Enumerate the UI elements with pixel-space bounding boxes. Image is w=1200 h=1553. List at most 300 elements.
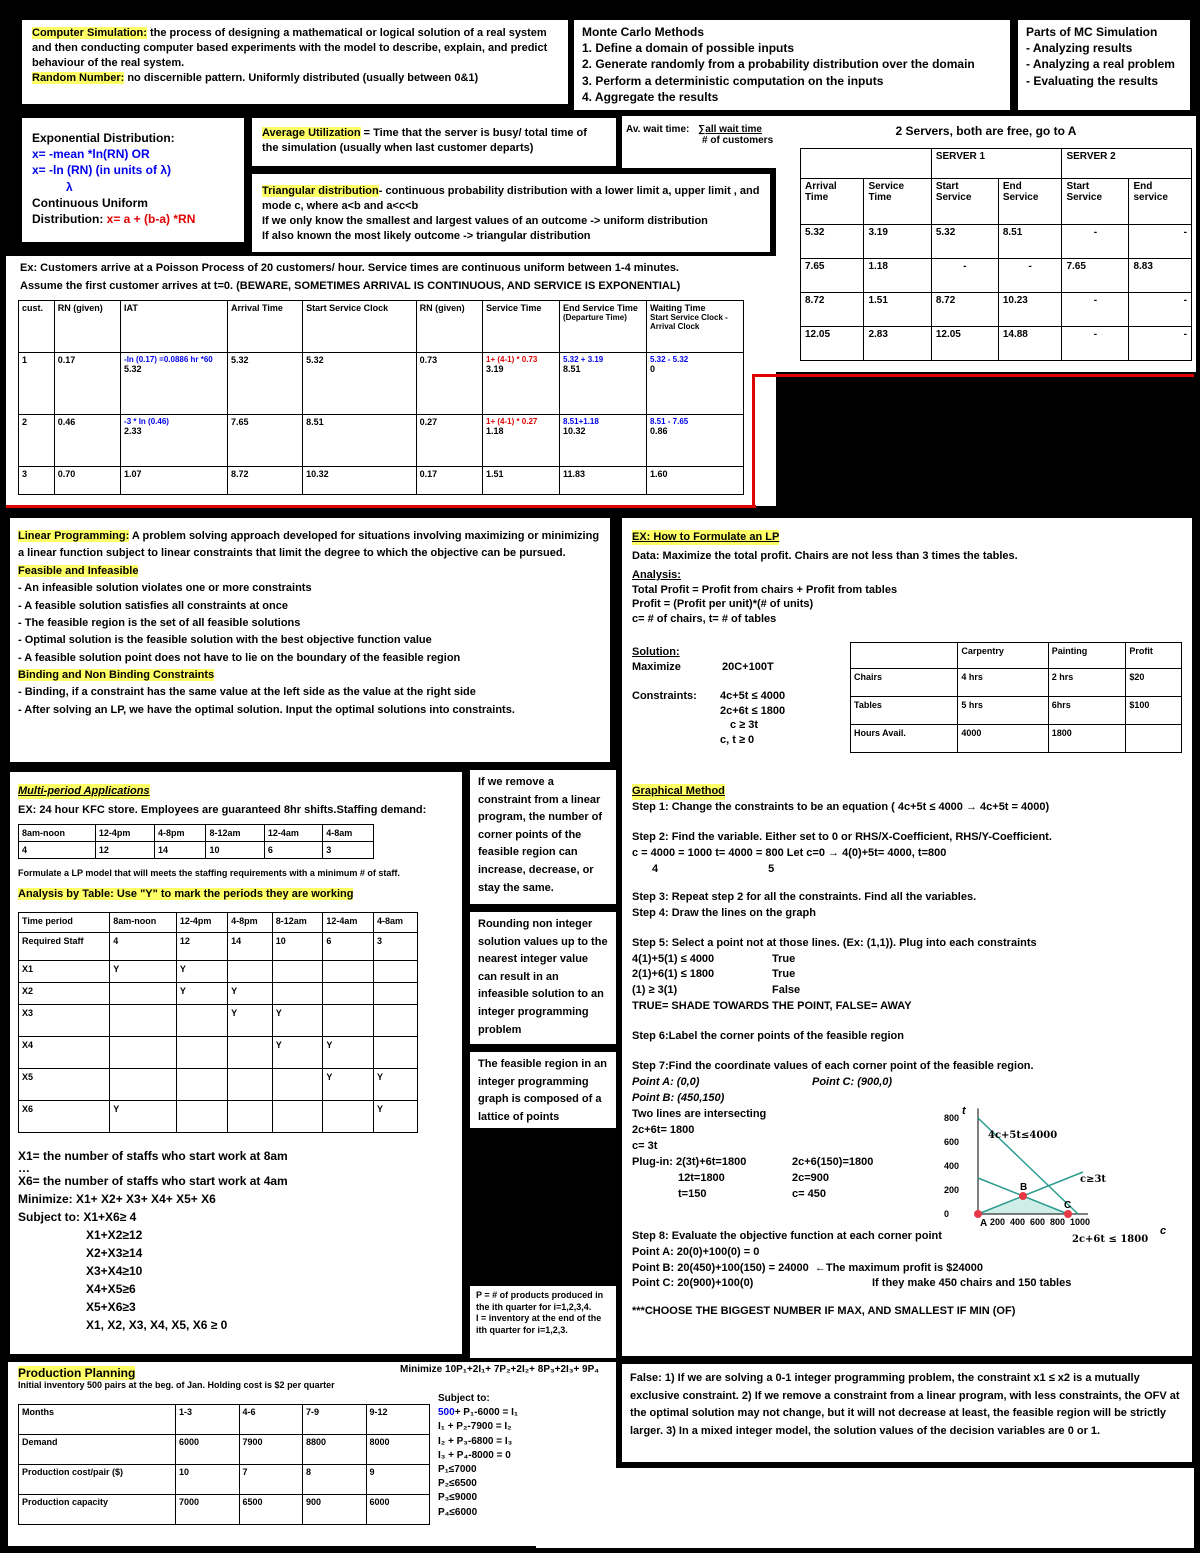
cell: Painting bbox=[1048, 643, 1126, 669]
cell: 14 bbox=[154, 841, 205, 858]
table-row bbox=[19, 415, 744, 467]
cell bbox=[110, 1068, 177, 1100]
cell: 7.65 bbox=[801, 259, 864, 293]
cell: 8.72 bbox=[228, 467, 303, 495]
cell: 0.17 bbox=[54, 353, 120, 415]
test: 2(1)+6(1) ≤ 1800 bbox=[632, 968, 715, 981]
tri-line-2: If we only know the smallest and largest values of an outcome -> uniform distribution bbox=[262, 214, 708, 227]
cell: 12 bbox=[176, 932, 227, 960]
note-text: The feasible region in an integer programming graph is composed of a lattice of points bbox=[478, 1058, 607, 1123]
plug: 2c+6(150)=1800 bbox=[792, 1155, 874, 1168]
cu-label: Distribution: bbox=[32, 211, 104, 226]
cell: 5.32 bbox=[228, 353, 303, 415]
eval-a: Point A: 20(0)+100(0) = 0 bbox=[632, 1245, 760, 1258]
sim-def-text: the process of designing a mathematical or logical solution of a real system and then conducting computer based experiments with the model to describe, explain, and predict behaviour of the real system. bbox=[32, 27, 548, 69]
parts-title: Parts of MC Simulation bbox=[1026, 25, 1158, 39]
list-item: - After solving an LP, we have the optimal solution. Input the optimal solutions into constraints. bbox=[18, 703, 515, 716]
cell: Production capacity bbox=[19, 1495, 176, 1525]
cell: 1.60 bbox=[647, 467, 744, 495]
formula: 1+ (4-1) * 0.73 bbox=[486, 355, 538, 364]
form-a2: Profit = (Profit per unit)*(# of units) bbox=[632, 598, 814, 611]
cell bbox=[110, 1036, 177, 1068]
tri-text: - continuous probability distribution with a lower limit a, upper limit , and mode c, where a<b and a<c<b bbox=[262, 185, 760, 212]
tri-label: Triangular distribution bbox=[262, 185, 379, 197]
cell: 8.83 bbox=[1129, 259, 1192, 293]
x-tick-label: 600 bbox=[1030, 1217, 1046, 1227]
x1-def: X1= the number of staffs who start work at 8am bbox=[18, 1148, 288, 1163]
cell: X4 bbox=[19, 1036, 110, 1068]
eval-b-note: ←The maximum profit is $24000 bbox=[814, 1261, 983, 1274]
cell: - bbox=[931, 259, 998, 293]
analysis-table bbox=[18, 912, 418, 1133]
cell: 4-8pm bbox=[154, 824, 205, 841]
cell: 5.32 bbox=[303, 353, 417, 415]
production-table bbox=[18, 1404, 430, 1525]
constraint: X5+X6≥3 bbox=[86, 1300, 136, 1315]
value: 8.51 bbox=[563, 364, 581, 374]
cell: 7 bbox=[239, 1465, 303, 1495]
cell: Y bbox=[176, 960, 227, 982]
cell: 8.72 bbox=[801, 293, 864, 327]
cell: 12.05 bbox=[801, 327, 864, 361]
cell: 12-4am bbox=[264, 824, 322, 841]
lp-title: Linear Programming: bbox=[18, 530, 130, 542]
corner-point-a bbox=[974, 1210, 982, 1218]
col-header: Start Service bbox=[1062, 179, 1129, 225]
formula: 5.32 - 5.32 bbox=[650, 355, 689, 364]
cell bbox=[323, 1004, 374, 1036]
tri-line-3: If also known the most likely outcome -> triangular distribution bbox=[262, 229, 591, 242]
table-row bbox=[19, 1004, 418, 1036]
fi-title: Feasible and Infeasible bbox=[18, 564, 139, 577]
plug: 2c=900 bbox=[792, 1171, 830, 1184]
form-analysis: Analysis: bbox=[632, 568, 681, 581]
exp-formula-2: x= -ln (RN) (in units of λ) bbox=[32, 163, 171, 178]
graph-title: Graphical Method bbox=[632, 784, 725, 800]
col-header: Waiting Time bbox=[650, 303, 706, 313]
cell: 1.51 bbox=[864, 293, 931, 327]
step-7c: c= 3t bbox=[632, 1139, 658, 1152]
step-7: Step 7:Find the coordinate values of each corner point of the feasible region. bbox=[632, 1060, 1034, 1073]
exp-formula-1: x= -mean *ln(RN) OR bbox=[32, 147, 150, 162]
cell bbox=[110, 1004, 177, 1036]
table-row bbox=[801, 259, 1192, 293]
example-table bbox=[18, 300, 744, 495]
cell bbox=[483, 415, 560, 467]
false-statements-box bbox=[620, 1362, 1194, 1464]
cell: 1.07 bbox=[121, 467, 228, 495]
step-3: Step 3: Repeat step 2 for all the constraints. Find all the variables. bbox=[632, 890, 977, 903]
cell: - bbox=[1062, 225, 1129, 259]
cell: 12.05 bbox=[931, 327, 998, 361]
resource-table bbox=[850, 642, 1182, 753]
col-header: Arrival Time bbox=[228, 301, 303, 353]
col-header: RN (given) bbox=[54, 301, 120, 353]
cell: Tables bbox=[851, 697, 958, 725]
result: True bbox=[772, 968, 796, 981]
cell: 1-3 bbox=[176, 1405, 240, 1435]
cell bbox=[228, 1068, 273, 1100]
cell: 5.32 bbox=[931, 225, 998, 259]
cell: 12-4am bbox=[323, 912, 374, 932]
col-header: End Service Time bbox=[563, 303, 638, 313]
formula: 1+ (4-1) * 0.27 bbox=[486, 417, 538, 426]
cell: 10 bbox=[206, 841, 264, 858]
corner-point-c bbox=[1064, 1210, 1072, 1218]
x-tick-label: 200 bbox=[990, 1217, 1006, 1227]
formulate-lp-box bbox=[620, 516, 1194, 1358]
wait-label: Av. wait time: bbox=[626, 124, 690, 135]
formula: -3 * ln (0.46) bbox=[124, 417, 169, 426]
constraint: I₂ + P₃-6800 = I₃ bbox=[438, 1435, 513, 1447]
cell: 0.70 bbox=[54, 467, 120, 495]
cell: 4000 bbox=[958, 725, 1048, 753]
cell: 1.51 bbox=[483, 467, 560, 495]
prod-objective: Minimize 10P₁+2I₁+ 7P₂+2I₂+ 8P₃+2I₃+ 9P₄ bbox=[400, 1364, 600, 1375]
x-tick-label: 800 bbox=[1050, 1217, 1066, 1227]
cell: 2.83 bbox=[864, 327, 931, 361]
cell: Carpentry bbox=[958, 643, 1048, 669]
note-text: If we remove a constraint from a linear program, the number of corner points of the feasible region can increase, decrease, or stay the same. bbox=[478, 776, 603, 894]
note-rounding bbox=[468, 910, 618, 1046]
cell: Y bbox=[323, 1068, 374, 1100]
form-a3: c= # of chairs, t= # of tables bbox=[632, 613, 777, 626]
cell: 8.51 bbox=[303, 415, 417, 467]
cell bbox=[272, 1100, 323, 1132]
cell bbox=[323, 1100, 374, 1132]
cell: X6 bbox=[19, 1100, 110, 1132]
value: 10.32 bbox=[563, 426, 586, 436]
table-row bbox=[19, 467, 744, 495]
table-row bbox=[851, 697, 1182, 725]
col-header: End Service bbox=[998, 179, 1062, 225]
cell: - bbox=[1062, 327, 1129, 361]
cell: 12 bbox=[95, 841, 154, 858]
cell: Y bbox=[272, 1004, 323, 1036]
constraint: + P₁-6000 = I₁ bbox=[454, 1407, 518, 1419]
cell: Y bbox=[374, 1068, 418, 1100]
value: 3.19 bbox=[486, 364, 504, 374]
parts-item: - Analyzing results bbox=[1026, 41, 1133, 56]
cell: - bbox=[1062, 293, 1129, 327]
result: True bbox=[772, 952, 796, 965]
parts-item: - Evaluating the results bbox=[1026, 73, 1159, 88]
cell: - bbox=[998, 259, 1062, 293]
cell: Required Staff bbox=[19, 932, 110, 960]
cell: Y bbox=[110, 1100, 177, 1132]
cell bbox=[323, 960, 374, 982]
waiting-header bbox=[647, 301, 744, 353]
col-header: End service bbox=[1129, 179, 1192, 225]
step-5c: TRUE= SHADE TOWARDS THE POINT, FALSE= AWAY bbox=[632, 1000, 912, 1013]
false-text: False: 1) If we are solving a 0-1 integer programming problem, the constraint x1 ≤ x2 is a mutually exclusive constraint. 2) If we remove a constraint from a linear program, with less constraints, the OFV at the optimal solution may not change, but it will not decrease at least, the feasible region will be strictly larger. 3) In a mixed integer model, the solution values of the decision variables are 0 or 1. bbox=[630, 1372, 1180, 1437]
step-7a: Two lines are intersecting bbox=[632, 1108, 767, 1120]
st-label: Subject to: bbox=[438, 1393, 490, 1404]
value: 0 bbox=[650, 364, 656, 374]
cell: Y bbox=[272, 1036, 323, 1068]
value: 5.32 bbox=[124, 364, 142, 374]
cell: 1.18 bbox=[864, 259, 931, 293]
constraint: P₁≤7000 bbox=[438, 1463, 477, 1475]
y-tick-label: 600 bbox=[944, 1137, 960, 1147]
form-title: EX: How to Formulate an LP bbox=[632, 531, 780, 543]
cell: 6 bbox=[264, 841, 322, 858]
formula: 5.32 + 3.19 bbox=[563, 355, 604, 364]
cell: 10 bbox=[272, 932, 323, 960]
cell: 7900 bbox=[239, 1435, 303, 1465]
cell: 14.88 bbox=[998, 327, 1062, 361]
x-tick-label: 400 bbox=[1010, 1217, 1026, 1227]
form-solution: Solution: bbox=[632, 646, 680, 659]
servers-title: 2 Servers, both are free, go to A bbox=[895, 124, 1077, 138]
formula: 8.51+1.18 bbox=[563, 417, 599, 426]
rn-text: no discernible pattern. Uniformly distributed (usually between 0&1) bbox=[124, 71, 479, 84]
cell: Demand bbox=[19, 1435, 176, 1465]
cell: 7000 bbox=[176, 1495, 240, 1525]
mc-step: 2. Generate randomly from a probability distribution over the domain bbox=[582, 57, 975, 72]
cell: Chairs bbox=[851, 669, 958, 697]
cell: 4-8pm bbox=[228, 912, 273, 932]
value: 0.86 bbox=[650, 426, 668, 436]
cell bbox=[560, 415, 647, 467]
multi-title: Multi-period Applications bbox=[18, 785, 150, 797]
pdef-1: P = # of products produced in the ith quarter for i=1,2,3,4. bbox=[476, 1290, 604, 1312]
production-planning-box bbox=[8, 1362, 616, 1546]
t-axis-label: t bbox=[962, 1105, 966, 1117]
constraint: c, t ≥ 0 bbox=[720, 734, 755, 747]
note-remove-constraint bbox=[468, 768, 618, 906]
cell: 8-12am bbox=[206, 824, 264, 841]
cell: 9 bbox=[366, 1465, 430, 1495]
avg-text: = Time that the server is busy/ total time of the simulation (usually when last customer departs) bbox=[262, 127, 587, 154]
cell: 8am-noon bbox=[19, 824, 96, 841]
cell: X5 bbox=[19, 1068, 110, 1100]
ellipsis: … bbox=[18, 1160, 30, 1175]
cell bbox=[121, 415, 228, 467]
end-service-header bbox=[560, 301, 647, 353]
form-data: Data: Maximize the total profit. Chairs are not less than 3 times the tables. bbox=[632, 549, 1018, 562]
monte-carlo-box bbox=[572, 18, 1012, 112]
cell: 4-8am bbox=[374, 912, 418, 932]
cell: 3 bbox=[19, 467, 55, 495]
col-subheader: (Departure Time) bbox=[563, 313, 627, 322]
point-b: Point B: (450,150) bbox=[632, 1092, 725, 1105]
cell: 14 bbox=[228, 932, 273, 960]
formula: -ln (0.17) =0.0886 hr *60 bbox=[124, 355, 213, 364]
analysis-text: Analysis by Table: Use "Y" to mark the periods they are working bbox=[18, 888, 354, 901]
table-row bbox=[19, 353, 744, 415]
table-row bbox=[19, 1036, 418, 1068]
line2-label: c≥3t bbox=[1080, 1174, 1107, 1185]
cell bbox=[374, 1036, 418, 1068]
parts-box bbox=[1016, 18, 1192, 112]
wait-box bbox=[622, 116, 798, 168]
cu-title: Continuous Uniform bbox=[32, 195, 148, 210]
pdef-2: I = inventory at the end of the ith quarter for i=1,2,3. bbox=[476, 1313, 602, 1336]
maximize-value: 20C+100T bbox=[722, 660, 774, 673]
cell: Y bbox=[323, 1036, 374, 1068]
choose-note: ***CHOOSE THE BIGGEST NUMBER IF MAX, AND SMALLEST IF MIN (OF) bbox=[632, 1305, 1016, 1318]
example-panel bbox=[6, 256, 776, 506]
cell bbox=[1126, 725, 1182, 753]
constraint: X1+X2≥12 bbox=[86, 1228, 143, 1243]
form-a1: Total Profit = Profit from chairs + Profit from tables bbox=[632, 583, 898, 596]
cell: 4 bbox=[19, 841, 96, 858]
table-row bbox=[19, 1435, 430, 1465]
bn-title: Binding and Non Binding Constraints bbox=[18, 669, 215, 681]
example-line-1: Ex: Customers arrive at a Poisson Process of 20 customers/ hour. Service times are continuous uniform between 1-4 minutes. bbox=[20, 262, 679, 274]
y-tick-label: 400 bbox=[944, 1161, 960, 1171]
cell: 3 bbox=[323, 841, 374, 858]
divider-line bbox=[754, 374, 1194, 377]
cell: 12-4pm bbox=[95, 824, 154, 841]
blank-area bbox=[536, 1468, 1194, 1548]
step-6: Step 6:Label the corner points of the feasible region bbox=[632, 1030, 904, 1043]
cell bbox=[560, 353, 647, 415]
cell bbox=[228, 960, 273, 982]
constraint: 4c+5t ≤ 4000 bbox=[720, 689, 786, 702]
feasible-region-chart bbox=[942, 1102, 1170, 1242]
plug: t=150 bbox=[678, 1187, 707, 1200]
cell bbox=[176, 1036, 227, 1068]
cell bbox=[272, 960, 323, 982]
constraint: I₃ + P₄-8000 = 0 bbox=[438, 1449, 511, 1461]
prod-title: Production Planning bbox=[18, 1366, 136, 1380]
list-item: - Binding, if a constraint has the same value at the left side as the value at the right side bbox=[18, 686, 476, 699]
cell bbox=[374, 982, 418, 1004]
table-row bbox=[19, 1465, 430, 1495]
cell: 1800 bbox=[1048, 725, 1126, 753]
cell bbox=[483, 353, 560, 415]
mc-step: 3. Perform a deterministic computation on the inputs bbox=[582, 73, 884, 88]
corner-point-b bbox=[1019, 1192, 1027, 1200]
cell: Time period bbox=[19, 912, 110, 932]
cell: 0.46 bbox=[54, 415, 120, 467]
cell: 3 bbox=[374, 932, 418, 960]
step-5: Step 5: Select a point not at those lines. (Ex: (1,1)). Plug into each constraints bbox=[632, 936, 1037, 949]
exp-title: Exponential Distribution: bbox=[32, 131, 175, 145]
list-item: - Optimal solution is the feasible solution with the best objective function value bbox=[18, 634, 432, 647]
list-item: - An infeasible solution violates one or more constraints bbox=[18, 582, 312, 595]
cell: 6hrs bbox=[1048, 697, 1126, 725]
table-row bbox=[19, 960, 418, 982]
cell bbox=[176, 1100, 227, 1132]
line1-label: 4c+5t≤4000 bbox=[988, 1130, 1058, 1141]
table-row bbox=[19, 1495, 430, 1525]
cell bbox=[647, 353, 744, 415]
cell: 4 bbox=[110, 932, 177, 960]
divider-line bbox=[752, 374, 755, 508]
cell: - bbox=[1129, 327, 1192, 361]
constraint: P₄≤6000 bbox=[438, 1506, 478, 1518]
sim-def-label: Computer Simulation: bbox=[32, 27, 147, 39]
col-header: Service Time bbox=[483, 301, 560, 353]
cell: Y bbox=[176, 982, 227, 1004]
cell: 4-8am bbox=[323, 824, 374, 841]
cell: 8000 bbox=[366, 1435, 430, 1465]
col-header: IAT bbox=[121, 301, 228, 353]
cell: 10.23 bbox=[998, 293, 1062, 327]
label-b: B bbox=[1020, 1182, 1028, 1193]
cell: Months bbox=[19, 1405, 176, 1435]
step-4: Step 4: Draw the lines on the graph bbox=[632, 906, 816, 919]
cell: Profit bbox=[1126, 643, 1182, 669]
point-a: Point A: (0,0) bbox=[632, 1076, 700, 1089]
cell: 8800 bbox=[303, 1435, 367, 1465]
server2-header: SERVER 2 bbox=[1062, 149, 1192, 179]
cell: $20 bbox=[1126, 669, 1182, 697]
cu-formula: x= a + (b-a) *RN bbox=[103, 211, 196, 226]
table-row bbox=[19, 982, 418, 1004]
cell: 7.65 bbox=[1062, 259, 1129, 293]
cell: $100 bbox=[1126, 697, 1182, 725]
list-item: - A feasible solution point does not have to lie on the boundary of the feasible region bbox=[18, 651, 461, 664]
minimize: Minimize: X1+ X2+ X3+ X4+ X5+ X6 bbox=[18, 1192, 216, 1207]
constraint: P₂≤6500 bbox=[438, 1478, 477, 1490]
cell bbox=[374, 1004, 418, 1036]
constraint: P₃≤9000 bbox=[438, 1492, 478, 1504]
cell: Y bbox=[228, 982, 273, 1004]
note-lattice bbox=[468, 1050, 618, 1130]
cell: 5 hrs bbox=[958, 697, 1048, 725]
cell: 0.27 bbox=[416, 415, 482, 467]
table-row bbox=[851, 725, 1182, 753]
value: 1.18 bbox=[486, 426, 504, 436]
maximize-label: Maximize bbox=[632, 660, 681, 673]
triangular-box bbox=[250, 172, 772, 254]
prod-sub: Initial inventory 500 pairs at the beg. of Jan. Holding cost is $2 per quarter bbox=[18, 1380, 335, 1390]
cell: Production cost/pair ($) bbox=[19, 1465, 176, 1495]
constraint: 2c+6t ≤ 1800 bbox=[720, 704, 786, 717]
cell: - bbox=[1129, 225, 1192, 259]
cell: X1 bbox=[19, 960, 110, 982]
label-a: A bbox=[980, 1218, 988, 1229]
example-line-2: Assume the first customer arrives at t=0. (BEWARE, SOMETIMES ARRIVAL IS CONTINUOUS, AND SERVICE IS EXPONENTIAL) bbox=[20, 279, 681, 292]
test: 4(1)+5(1) ≤ 4000 bbox=[632, 952, 715, 965]
cell: 6000 bbox=[366, 1495, 430, 1525]
cell: Y bbox=[110, 960, 177, 982]
y-tick-label: 0 bbox=[944, 1209, 950, 1219]
note-text: Rounding non integer solution values up to the nearest integer value can result in an infeasible solution to an integer programming problem bbox=[478, 918, 608, 1036]
formula: 8.51 - 7.65 bbox=[650, 417, 689, 426]
cell bbox=[647, 415, 744, 467]
prod-constraints bbox=[438, 1392, 518, 1520]
cell bbox=[272, 1068, 323, 1100]
constraints-label: Constraints: bbox=[632, 689, 697, 702]
step-8: Step 8: Evaluate the objective function at each corner point bbox=[632, 1229, 942, 1242]
cell: 7.65 bbox=[228, 415, 303, 467]
col-header: Start Service Clock bbox=[303, 301, 417, 353]
cell bbox=[228, 1036, 273, 1068]
cell: 1 bbox=[19, 353, 55, 415]
lp-def: A problem solving approach developed for situations involving maximizing or minimizing a linear function subject to linear constraints that limit the degree to which the objective can be pursued. bbox=[18, 530, 600, 560]
simulation-definitions bbox=[20, 18, 570, 106]
cell: 8.51 bbox=[998, 225, 1062, 259]
x6-def: X6= the number of staffs who start work at 4am bbox=[18, 1174, 288, 1189]
cell bbox=[110, 982, 177, 1004]
linear-programming-box bbox=[8, 516, 612, 764]
eval-c: Point C: 20(900)+100(0) bbox=[632, 1277, 754, 1290]
cell: 12-4pm bbox=[176, 912, 227, 932]
plug: Plug-in: 2(3t)+6t=1800 bbox=[632, 1155, 747, 1168]
table-row bbox=[801, 225, 1192, 259]
y-tick-label: 200 bbox=[944, 1185, 960, 1195]
constraint: c ≥ 3t bbox=[730, 719, 759, 732]
list-item: - The feasible region is the set of all feasible solutions bbox=[18, 616, 301, 629]
cell: Y bbox=[374, 1100, 418, 1132]
mc-step: 4. Aggregate the results bbox=[582, 89, 719, 104]
cell: Hours Avail. bbox=[851, 725, 958, 753]
